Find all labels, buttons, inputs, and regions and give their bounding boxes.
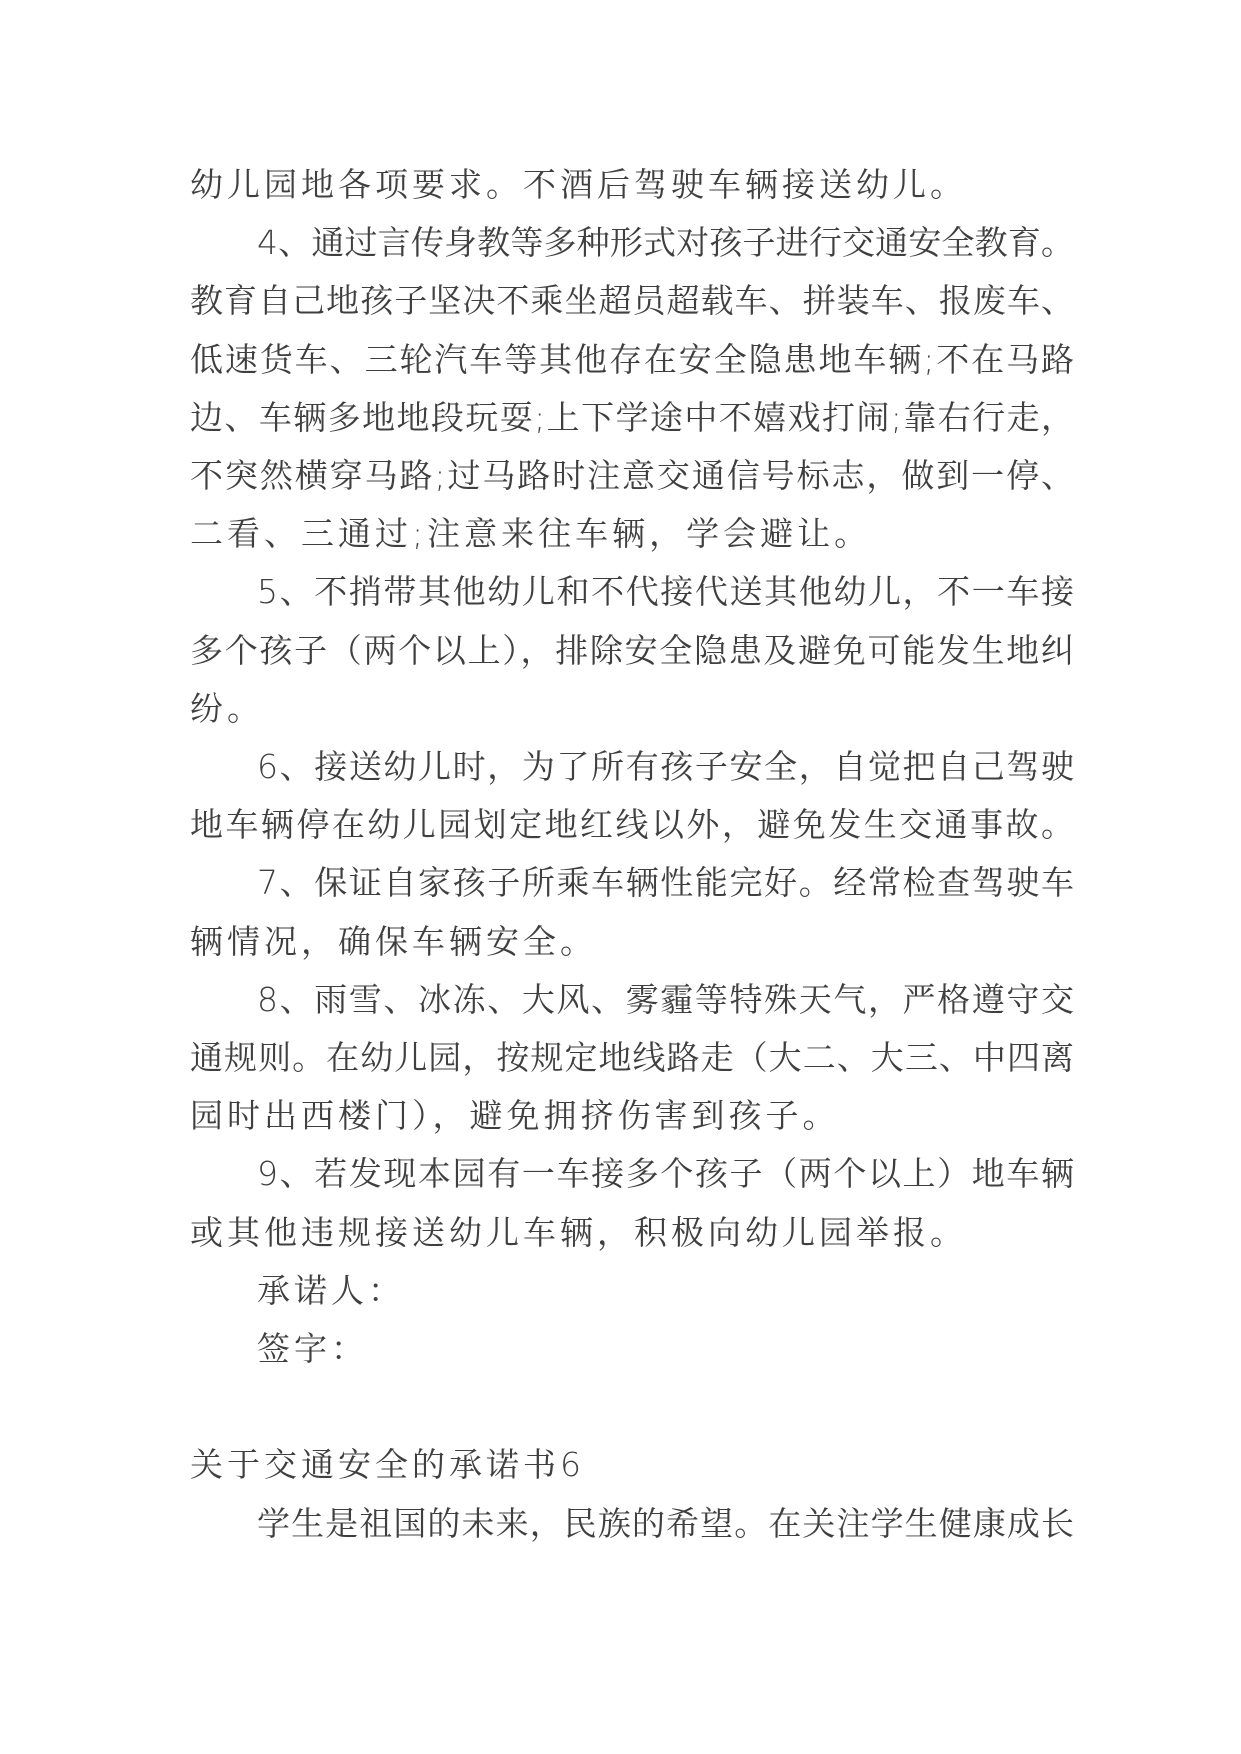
item-8-line: 通规则。在幼儿园，按规定地线路走（大二、大三、中四离 <box>190 1038 1074 1078</box>
promisor-label-line: 承诺人： <box>257 1270 405 1310</box>
item-4-line: 不突然横穿马路;过马路时注意交通信号标志，做到一停、 <box>190 456 1074 496</box>
item-8-line: 8、雨雪、冰冻、大风、雾霾等特殊天气，严格遵守交 <box>257 979 1074 1019</box>
item-7-line: 7、保证自家孩子所乘车辆性能完好。经常检查驾驶车 <box>257 863 1074 903</box>
section-heading: 关于交通安全的承诺书6 <box>190 1445 585 1485</box>
item-5-line: 多个孩子（两个以上），排除安全隐患及避免可能发生地纠 <box>190 630 1074 670</box>
item-4-line: 二看、三通过;注意来往车辆，学会避让。 <box>190 514 872 554</box>
paragraph-tail-line: 幼儿园地各项要求。不酒后驾驶车辆接送幼儿。 <box>190 165 967 204</box>
item-6-line: 地车辆停在幼儿园划定地红线以外，避免发生交通事故。 <box>190 805 1074 845</box>
blank-line <box>190 1378 1074 1436</box>
item-4-line: 4、通过言传身教等多种形式对孩子进行交通安全教育。 <box>257 223 1074 263</box>
item-4-line: 教育自己地孩子坚决不乘坐超员超载车、拼装车、报废车、 <box>190 281 1074 321</box>
item-5-line: 纷。 <box>190 688 264 728</box>
item-6-line: 6、接送幼儿时，为了所有孩子安全，自觉把自己驾驶 <box>257 747 1074 787</box>
item-8-line: 园时出西楼门），避免拥挤伤害到孩子。 <box>190 1096 840 1136</box>
next-section-body-line: 学生是祖国的未来，民族的希望。在关注学生健康成长 <box>257 1503 1074 1543</box>
item-9-line: 9、若发现本园有一车接多个孩子（两个以上）地车辆 <box>257 1154 1074 1194</box>
item-9-line: 或其他违规接送幼儿车辆，积极向幼儿园举报。 <box>190 1212 967 1252</box>
item-7-line: 辆情况，确保车辆安全。 <box>190 921 597 961</box>
document-text <box>190 156 1074 1553</box>
signature-label-line: 签字： <box>257 1329 368 1369</box>
item-4-line: 边、车辆多地地段玩耍;上下学途中不嬉戏打闹;靠右行走， <box>190 397 1074 437</box>
item-5-line: 5、不捎带其他幼儿和不代接代送其他幼儿，不一车接 <box>257 572 1074 612</box>
item-4-line: 低速货车、三轮汽车等其他存在安全隐患地车辆;不在马路 <box>190 339 1074 379</box>
